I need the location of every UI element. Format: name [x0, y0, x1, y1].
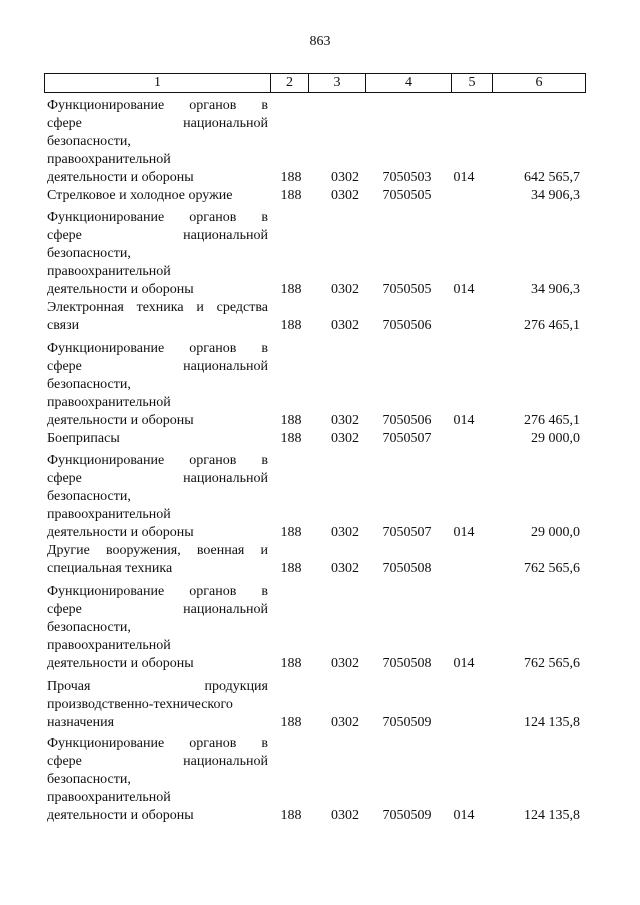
- description-line: сфере национальной: [47, 602, 268, 617]
- table-row: [44, 340, 586, 430]
- cell-col-3: 0302: [331, 715, 359, 730]
- table-row: [44, 542, 586, 578]
- cell-col-2: 188: [280, 561, 302, 576]
- description-line: сфере национальной: [47, 359, 268, 374]
- cell-col-3: 0302: [331, 808, 359, 823]
- cell-col-5: [438, 317, 490, 335]
- cell-col-2: 188: [280, 431, 302, 446]
- cell-col-3: 0302: [331, 561, 359, 576]
- cell-col-5: [438, 560, 490, 578]
- row-description: [47, 430, 268, 448]
- cell-col-5: 014: [453, 413, 475, 428]
- cell-col-6: 34 906,3: [531, 282, 580, 297]
- cell-col-2: 188: [280, 282, 302, 297]
- description-line: безопасности,: [47, 489, 131, 504]
- cell-col-4: 7050507: [382, 525, 432, 540]
- description-line: правоохранительной: [47, 507, 171, 522]
- cell-col-2: 188: [280, 170, 302, 185]
- cell-col-3: 0302: [331, 656, 359, 671]
- description-line: безопасности,: [47, 134, 131, 149]
- description-line: связи: [47, 318, 80, 333]
- row-description: [47, 542, 268, 578]
- cell-col-3: 0302: [331, 413, 359, 428]
- page-number: 863: [309, 34, 331, 49]
- description-line: безопасности,: [47, 772, 131, 787]
- header-col-2: 2: [270, 74, 308, 92]
- description-line: деятельности и обороны: [47, 170, 194, 185]
- description-line: правоохранительной: [47, 395, 171, 410]
- cell-col-4: 7050506: [382, 413, 432, 428]
- cell-col-3: 0302: [331, 188, 359, 203]
- description-line: сфере национальной: [47, 228, 268, 243]
- cell-col-5: 014: [453, 282, 475, 297]
- row-description: [47, 583, 268, 673]
- cell-col-4: 7050507: [382, 431, 432, 446]
- cell-col-5: 014: [453, 808, 475, 823]
- cell-col-3: 0302: [331, 282, 359, 297]
- header-col-3: 3: [308, 74, 365, 92]
- cell-col-5: 014: [453, 170, 475, 185]
- cell-col-4: 7050505: [382, 282, 432, 297]
- description-line: правоохранительной: [47, 152, 171, 167]
- cell-col-4: 7050505: [382, 188, 432, 203]
- description-line: деятельности и обороны: [47, 413, 194, 428]
- cell-col-4: 7050503: [382, 170, 432, 185]
- cell-col-6: 29 000,0: [531, 525, 580, 540]
- row-description: [47, 187, 268, 205]
- cell-col-5: 014: [453, 656, 475, 671]
- description-line: правоохранительной: [47, 790, 171, 805]
- description-line: деятельности и обороны: [47, 282, 194, 297]
- cell-col-2: 188: [280, 715, 302, 730]
- cell-col-3: 0302: [331, 431, 359, 446]
- row-description: [47, 209, 268, 299]
- cell-col-6: 29 000,0: [531, 431, 580, 446]
- cell-col-6: 124 135,8: [524, 808, 580, 823]
- table-row: [44, 583, 586, 673]
- row-description: [47, 735, 268, 825]
- description-line: Стрелковое и холодное оружие: [47, 188, 233, 203]
- cell-col-4: 7050508: [382, 561, 432, 576]
- cell-col-5: [438, 187, 490, 205]
- cell-col-4: 7050508: [382, 656, 432, 671]
- cell-col-2: 188: [280, 413, 302, 428]
- row-description: [47, 452, 268, 542]
- cell-col-5: 014: [453, 525, 475, 540]
- table-row: [44, 299, 586, 335]
- description-line: Функционирование органов в: [47, 98, 268, 113]
- cell-col-4: 7050506: [382, 318, 432, 333]
- cell-col-4: 7050509: [382, 808, 432, 823]
- header-col-1: 1: [154, 75, 161, 90]
- description-line: безопасности,: [47, 377, 131, 392]
- description-line: правоохранительной: [47, 638, 171, 653]
- description-line: Боеприпасы: [47, 431, 120, 446]
- table-row: [44, 735, 586, 825]
- description-line: деятельности и обороны: [47, 808, 194, 823]
- cell-col-5: [438, 714, 490, 732]
- row-description: [47, 299, 268, 335]
- description-line: Функционирование органов в: [47, 736, 268, 751]
- cell-col-3: 0302: [331, 170, 359, 185]
- row-description: [47, 97, 268, 187]
- cell-col-2: 188: [280, 318, 302, 333]
- table-row: [44, 187, 586, 205]
- table-row: [44, 430, 586, 448]
- header-col-4: 4: [365, 74, 451, 92]
- description-line: Функционирование органов в: [47, 210, 268, 225]
- cell-col-6: 762 565,6: [524, 656, 580, 671]
- description-line: правоохранительной: [47, 264, 171, 279]
- description-line: Прочая продукция: [47, 679, 268, 694]
- cell-col-3: 0302: [331, 318, 359, 333]
- description-line: деятельности и обороны: [47, 656, 194, 671]
- description-line: Электронная техника и средства: [47, 300, 268, 315]
- cell-col-3: 0302: [331, 525, 359, 540]
- cell-col-6: 642 565,7: [524, 170, 580, 185]
- row-description: [47, 678, 268, 732]
- cell-col-6: 124 135,8: [524, 715, 580, 730]
- header-col-6: 6: [492, 74, 585, 92]
- description-line: сфере национальной: [47, 754, 268, 769]
- table-row: [44, 452, 586, 542]
- cell-col-2: 188: [280, 656, 302, 671]
- cell-col-5: [438, 430, 490, 448]
- description-line: назначения: [47, 715, 115, 730]
- header-col-5: 5: [451, 74, 492, 92]
- table-row: [44, 97, 586, 187]
- row-description: [47, 340, 268, 430]
- cell-col-6: 762 565,6: [524, 561, 580, 576]
- description-line: деятельности и обороны: [47, 525, 194, 540]
- description-line: сфере национальной: [47, 471, 268, 486]
- description-line: Другие вооружения, военная и: [47, 543, 268, 558]
- description-line: Функционирование органов в: [47, 341, 268, 356]
- cell-col-6: 34 906,3: [531, 188, 580, 203]
- cell-col-2: 188: [280, 188, 302, 203]
- table-row: [44, 209, 586, 299]
- table-header-row: [44, 73, 586, 93]
- description-line: безопасности,: [47, 246, 131, 261]
- cell-col-2: 188: [280, 525, 302, 540]
- description-line: Функционирование органов в: [47, 584, 268, 599]
- table-row: [44, 678, 586, 732]
- cell-col-2: 188: [280, 808, 302, 823]
- description-line: производственно-технического: [47, 697, 233, 712]
- cell-col-6: 276 465,1: [524, 318, 580, 333]
- description-line: безопасности,: [47, 620, 131, 635]
- description-line: специальная техника: [47, 561, 173, 576]
- cell-col-4: 7050509: [382, 715, 432, 730]
- description-line: сфере национальной: [47, 116, 268, 131]
- cell-col-6: 276 465,1: [524, 413, 580, 428]
- description-line: Функционирование органов в: [47, 453, 268, 468]
